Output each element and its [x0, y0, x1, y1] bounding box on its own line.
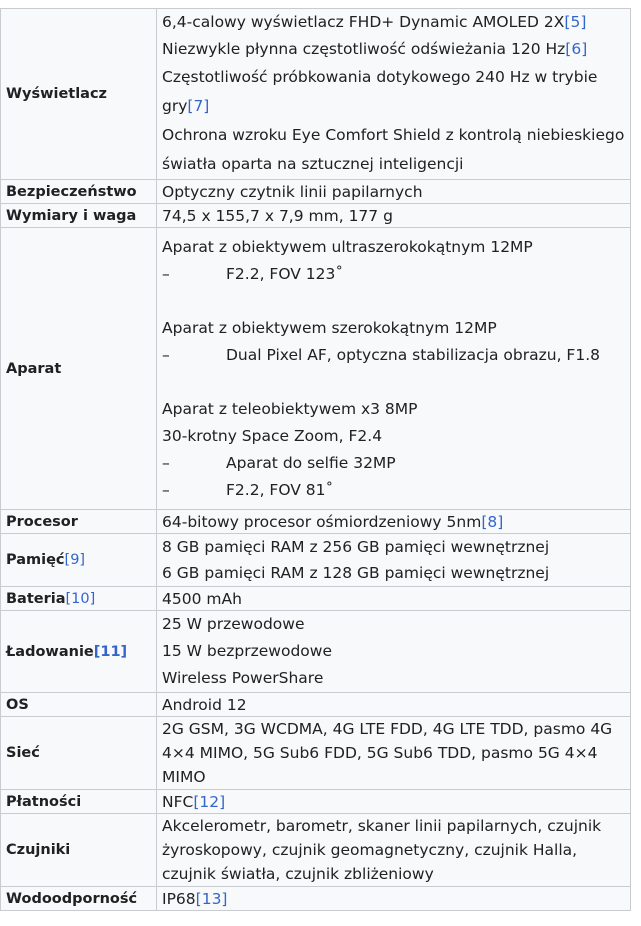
reference-link[interactable]: [7] — [187, 97, 210, 115]
table-row-memory — [1, 534, 631, 587]
spec-line: – F2.2, FOV 123˚ — [162, 264, 344, 283]
spec-line: – Aparat do selfie 32MP — [162, 453, 396, 472]
spec-line: 30-krotny Space Zoom, F2.4 — [162, 426, 383, 445]
row-label: Czujniki — [1, 814, 157, 887]
reference-link[interactable]: [8] — [481, 512, 504, 531]
reference-link[interactable]: [11] — [93, 643, 128, 660]
spec-line: Niezwykle płynna częstotliwość odświeżania 120 Hz[6] — [162, 40, 588, 58]
spec-line: Aparat z obiektywem ultraszerokokątnym 12MP — [162, 237, 533, 256]
row-label: Procesor — [1, 510, 157, 534]
row-label: Wyświetlacz — [1, 9, 157, 180]
spec-line: Aparat z obiektywem szerokokątnym 12MP — [162, 318, 497, 337]
table-row-water-resistance — [1, 887, 631, 911]
reference-link[interactable]: [5] — [564, 13, 587, 31]
spec-line: – F2.2, FOV 81˚ — [162, 480, 334, 499]
table-row-os — [1, 693, 631, 717]
reference-link[interactable]: [13] — [195, 889, 228, 908]
row-value: 64-bitowy procesor ośmiordzeniowy 5nm[8] — [157, 510, 631, 534]
row-value: 74,5 x 155,7 x 7,9 mm, 177 g — [157, 204, 631, 228]
row-value: IP68[13] — [157, 887, 631, 911]
table-row-sensors — [1, 814, 631, 887]
spec-line: 6,4-calowy wyświetlacz FHD+ Dynamic AMOLED 2X[5] — [162, 13, 587, 31]
table-row-security — [1, 180, 631, 204]
reference-link[interactable]: [9] — [64, 552, 86, 568]
table-row-charging — [1, 611, 631, 693]
row-value — [157, 534, 631, 587]
spec-line: 6 GB pamięci RAM z 128 GB pamięci wewnętrznej — [162, 564, 550, 582]
row-label: OS — [1, 693, 157, 717]
row-label: Aparat — [1, 228, 157, 510]
table-row-display — [1, 9, 631, 180]
spec-line: Wireless PowerShare — [162, 669, 324, 687]
table-row-network — [1, 717, 631, 790]
row-value — [157, 228, 631, 510]
row-label: Bezpieczeństwo — [1, 180, 157, 204]
spec-line: 15 W bezprzewodowe — [162, 642, 332, 660]
reference-link[interactable]: [10] — [65, 590, 96, 607]
row-label: Wodoodporność — [1, 887, 157, 911]
table-row-battery — [1, 587, 631, 611]
table-row-camera — [1, 228, 631, 510]
row-value: NFC[12] — [157, 790, 631, 814]
table-row-payments — [1, 790, 631, 814]
reference-link[interactable]: [12] — [193, 792, 226, 811]
row-value — [157, 611, 631, 693]
row-value: 2G GSM, 3G WCDMA, 4G LTE FDD, 4G LTE TDD, pasmo 4G 4×4 MIMO, 5G Sub6 FDD, 5G Sub6 TDD, pasmo 5G 4×4 MIMO — [157, 717, 631, 790]
row-label: Ładowanie[11] — [1, 611, 157, 693]
row-label: Bateria[10] — [1, 587, 157, 611]
spec-line: Częstotliwość próbkowania dotykowego 240 Hz w trybie gry[7] — [162, 68, 598, 115]
table-row-dimensions — [1, 204, 631, 228]
row-value: Android 12 — [157, 693, 631, 717]
reference-link[interactable]: [6] — [565, 40, 588, 58]
row-label: Wymiary i waga — [1, 204, 157, 228]
spec-line: – Dual Pixel AF, optyczna stabilizacja obrazu, F1.8 — [162, 345, 600, 364]
table-row-processor — [1, 510, 631, 534]
specifications-table — [0, 8, 631, 911]
row-value: Optyczny czytnik linii papilarnych — [157, 180, 631, 204]
row-label: Pamięć[9] — [1, 534, 157, 587]
spec-line: Aparat z teleobiektywem x3 8MP — [162, 399, 418, 418]
spec-line: 25 W przewodowe — [162, 615, 305, 633]
spec-line: 8 GB pamięci RAM z 256 GB pamięci wewnętrznej — [162, 538, 550, 556]
row-label: Płatności — [1, 790, 157, 814]
spec-line: Ochrona wzroku Eye Comfort Shield z kontrolą niebieskiego światła oparta na sztucznej inteligencji — [162, 126, 625, 173]
row-label: Sieć — [1, 717, 157, 790]
row-value — [157, 9, 631, 180]
row-value: 4500 mAh — [157, 587, 631, 611]
row-value: Akcelerometr, barometr, skaner linii papilarnych, czujnik żyroskopowy, czujnik geomagnetyczny, czujnik Halla, czujnik światła, czujnik zbliżeniowy — [157, 814, 631, 887]
